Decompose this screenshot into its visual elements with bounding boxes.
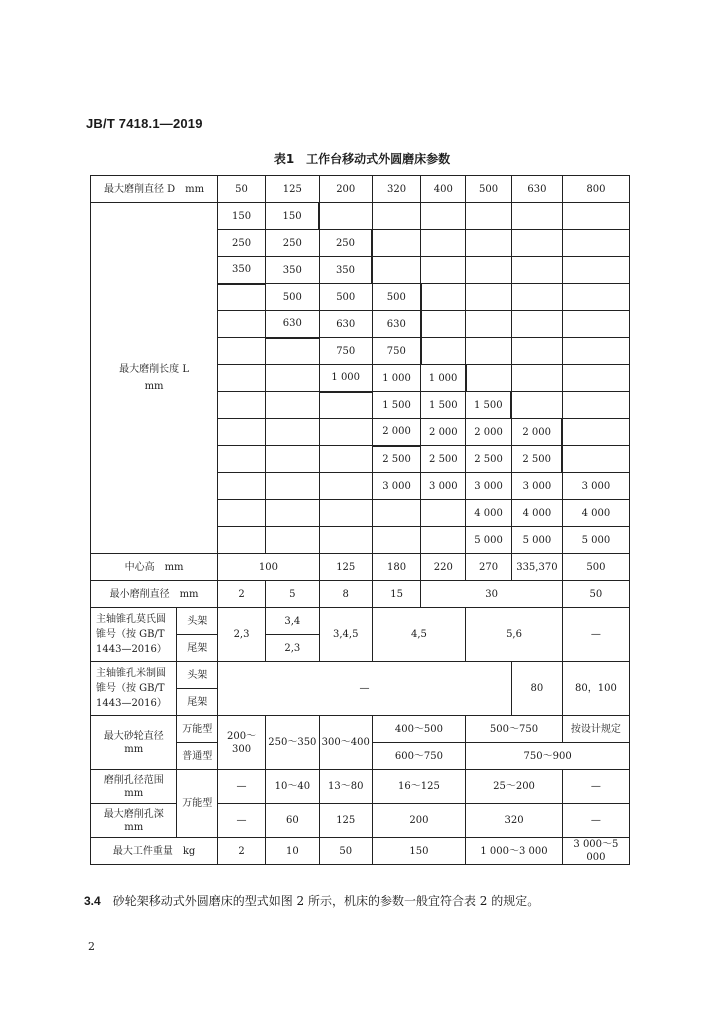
max-length-cell: 1 000 bbox=[319, 365, 372, 392]
max-length-cell bbox=[466, 311, 512, 338]
clause-number: 3.4 bbox=[84, 894, 101, 908]
wheel-cell: 250～350 bbox=[265, 716, 319, 770]
max-weight-cell: 3 000～5 000 bbox=[562, 838, 629, 865]
max-length-cell bbox=[562, 284, 629, 311]
max-weight-cell: 1 000～3 000 bbox=[466, 838, 563, 865]
center-height-row bbox=[91, 554, 630, 581]
morse-cell: 5,6 bbox=[466, 608, 563, 662]
max-length-cell bbox=[372, 257, 421, 284]
max-length-cell: 750 bbox=[372, 338, 421, 365]
max-length-cell: 630 bbox=[319, 311, 372, 338]
morse-label-line1: 主轴锥孔莫氏圆 bbox=[96, 614, 166, 625]
bore-depth-cell: 200 bbox=[372, 804, 466, 838]
diameter-cell: 50 bbox=[218, 176, 266, 203]
wheel-label-line1: 最大砂轮直径 bbox=[103, 730, 164, 742]
max-length-cell bbox=[319, 473, 372, 500]
max-length-cell bbox=[319, 419, 372, 446]
max-length-cell bbox=[319, 527, 372, 554]
head-stock-label: 头架 bbox=[177, 608, 218, 635]
max-length-cell bbox=[218, 338, 266, 365]
max-length-cell bbox=[511, 230, 562, 257]
max-length-label-line2: mm bbox=[144, 381, 164, 392]
bore-range-cell: 10～40 bbox=[265, 770, 319, 804]
max-length-cell bbox=[218, 311, 266, 338]
max-length-cell bbox=[421, 257, 466, 284]
max-diameter-label: 最大磨削直径 D mm bbox=[91, 176, 218, 203]
bore-range-row bbox=[91, 770, 630, 804]
tail-stock-label: 尾架 bbox=[177, 689, 218, 716]
metric-cell: 80，100 bbox=[562, 662, 629, 716]
bore-range-cell: — bbox=[562, 770, 629, 804]
center-height-cell: 100 bbox=[218, 554, 320, 581]
bore-range-label-line1: 磨削孔径范围 bbox=[103, 774, 164, 786]
max-length-cell bbox=[421, 500, 466, 527]
max-length-cell bbox=[466, 284, 512, 311]
max-length-cell bbox=[265, 527, 319, 554]
max-length-label-line1: 最大磨削长度 L bbox=[119, 364, 189, 375]
max-length-cell bbox=[218, 419, 266, 446]
max-length-row bbox=[91, 203, 630, 230]
min-diameter-label: 最小磨削直径 mm bbox=[91, 581, 218, 608]
max-length-cell: 3 000 bbox=[466, 473, 512, 500]
max-length-cell bbox=[218, 284, 266, 311]
min-diameter-cell: 50 bbox=[562, 581, 629, 608]
max-length-cell: 5 000 bbox=[562, 527, 629, 554]
morse-cell: 4,5 bbox=[372, 608, 466, 662]
center-height-cell: 500 bbox=[562, 554, 629, 581]
metric-head-row bbox=[91, 662, 630, 689]
bore-depth-label bbox=[91, 804, 177, 838]
max-length-cell bbox=[562, 365, 629, 392]
max-weight-label: 最大工件重量 kg bbox=[91, 838, 218, 865]
max-length-cell: 4 000 bbox=[562, 500, 629, 527]
bore-depth-label-line1: 最大磨削孔深 bbox=[103, 808, 164, 820]
plain-type-label: 普通型 bbox=[177, 743, 218, 770]
min-diameter-row bbox=[91, 581, 630, 608]
max-length-cell bbox=[265, 392, 319, 419]
max-length-cell bbox=[319, 500, 372, 527]
max-weight-cell: 10 bbox=[265, 838, 319, 865]
max-length-cell bbox=[421, 230, 466, 257]
morse-cell: 3,4,5 bbox=[319, 608, 372, 662]
max-length-cell bbox=[218, 365, 266, 392]
morse-head-row bbox=[91, 608, 630, 635]
bore-depth-cell: — bbox=[562, 804, 629, 838]
metric-taper-label bbox=[91, 662, 177, 716]
max-length-cell bbox=[265, 365, 319, 392]
max-length-cell bbox=[421, 311, 466, 338]
max-length-cell: 1 500 bbox=[372, 392, 421, 419]
head-stock-label: 头架 bbox=[177, 662, 218, 689]
wheel-universal-row bbox=[91, 716, 630, 743]
max-weight-row bbox=[91, 838, 630, 865]
bore-depth-cell: 125 bbox=[319, 804, 372, 838]
max-length-cell bbox=[562, 338, 629, 365]
max-length-cell: 4 000 bbox=[466, 500, 512, 527]
max-length-cell bbox=[562, 203, 629, 230]
wheel-cell: 300～400 bbox=[319, 716, 372, 770]
max-length-cell bbox=[511, 365, 562, 392]
min-diameter-cell: 2 bbox=[218, 581, 266, 608]
diameter-cell: 320 bbox=[372, 176, 421, 203]
wheel-cell: 750～900 bbox=[466, 743, 630, 770]
max-length-cell bbox=[265, 446, 319, 473]
center-height-cell: 125 bbox=[319, 554, 372, 581]
min-diameter-cell: 30 bbox=[421, 581, 562, 608]
universal-type-label: 万能型 bbox=[177, 770, 218, 838]
max-length-cell: 5 000 bbox=[466, 527, 512, 554]
morse-label-line2: 锥号（按 GB/T bbox=[96, 629, 165, 640]
wheel-cell: 500～750 bbox=[466, 716, 563, 743]
bore-depth-cell: — bbox=[218, 804, 266, 838]
max-length-cell bbox=[466, 203, 512, 230]
max-length-cell: 1 500 bbox=[421, 392, 466, 419]
max-length-cell bbox=[511, 284, 562, 311]
max-length-cell bbox=[562, 230, 629, 257]
wheel-diameter-label bbox=[91, 716, 177, 770]
max-length-cell: 250 bbox=[319, 230, 372, 257]
max-length-cell bbox=[372, 203, 421, 230]
diameter-cell: 200 bbox=[319, 176, 372, 203]
max-length-cell bbox=[511, 338, 562, 365]
min-diameter-cell: 15 bbox=[372, 581, 421, 608]
bore-range-cell: — bbox=[218, 770, 266, 804]
max-length-label bbox=[91, 203, 218, 554]
max-length-cell: 500 bbox=[265, 284, 319, 311]
max-weight-cell: 2 bbox=[218, 838, 266, 865]
bore-range-label bbox=[91, 770, 177, 804]
morse-label-line3: 1443—2016） bbox=[96, 644, 167, 655]
max-length-cell bbox=[319, 392, 372, 419]
tail-stock-label: 尾架 bbox=[177, 635, 218, 662]
max-length-cell bbox=[218, 392, 266, 419]
diameter-cell: 630 bbox=[511, 176, 562, 203]
metric-label-line2: 锥号（按 GB/T bbox=[96, 683, 165, 694]
max-diameter-row bbox=[91, 176, 630, 203]
max-length-cell: 2 000 bbox=[466, 419, 512, 446]
parameter-table bbox=[90, 175, 630, 865]
diameter-cell: 125 bbox=[265, 176, 319, 203]
max-length-cell: 1 000 bbox=[372, 365, 421, 392]
metric-cell: — bbox=[218, 662, 512, 716]
wheel-cell: 600～750 bbox=[372, 743, 466, 770]
center-height-cell: 180 bbox=[372, 554, 421, 581]
max-length-cell bbox=[218, 527, 266, 554]
max-length-cell: 3 000 bbox=[372, 473, 421, 500]
max-length-cell bbox=[372, 527, 421, 554]
max-length-cell bbox=[421, 338, 466, 365]
max-length-cell bbox=[319, 446, 372, 473]
max-length-cell bbox=[511, 392, 562, 419]
bore-range-cell: 16～125 bbox=[372, 770, 466, 804]
max-length-cell: 750 bbox=[319, 338, 372, 365]
max-length-cell bbox=[218, 500, 266, 527]
max-weight-cell: 50 bbox=[319, 838, 372, 865]
bore-depth-cell: 60 bbox=[265, 804, 319, 838]
max-length-cell: 2 000 bbox=[372, 419, 421, 446]
max-length-cell bbox=[218, 473, 266, 500]
morse-cell: 3,4 bbox=[265, 608, 319, 635]
max-length-cell: 250 bbox=[218, 230, 266, 257]
max-length-cell: 3 000 bbox=[421, 473, 466, 500]
max-length-cell bbox=[511, 203, 562, 230]
morse-cell: — bbox=[562, 608, 629, 662]
max-length-cell bbox=[466, 257, 512, 284]
table-caption: 表1 工作台移动式外圆磨床参数 bbox=[273, 152, 451, 166]
max-length-cell: 630 bbox=[372, 311, 421, 338]
bore-depth-cell: 320 bbox=[466, 804, 563, 838]
diameter-cell: 500 bbox=[466, 176, 512, 203]
center-height-cell: 270 bbox=[466, 554, 512, 581]
wheel-cell: 400～500 bbox=[372, 716, 466, 743]
max-length-cell: 500 bbox=[372, 284, 421, 311]
max-length-cell bbox=[372, 230, 421, 257]
max-length-cell: 5 000 bbox=[511, 527, 562, 554]
max-length-cell bbox=[562, 446, 629, 473]
max-length-cell: 500 bbox=[319, 284, 372, 311]
max-length-cell: 2 500 bbox=[466, 446, 512, 473]
bore-range-label-line2: mm bbox=[124, 787, 144, 799]
max-length-cell bbox=[265, 338, 319, 365]
morse-cell: 2,3 bbox=[265, 635, 319, 662]
max-length-cell bbox=[265, 500, 319, 527]
wheel-label-line2: mm bbox=[124, 743, 144, 755]
bore-range-cell: 13～80 bbox=[319, 770, 372, 804]
max-length-cell: 2 000 bbox=[511, 419, 562, 446]
max-length-cell: 2 000 bbox=[421, 419, 466, 446]
universal-type-label: 万能型 bbox=[177, 716, 218, 743]
metric-label-line3: 1443—2016） bbox=[96, 698, 167, 709]
max-length-cell bbox=[511, 311, 562, 338]
metric-label-line1: 主轴锥孔米制圆 bbox=[96, 668, 166, 679]
max-length-cell: 150 bbox=[218, 203, 266, 230]
max-length-cell bbox=[511, 257, 562, 284]
max-length-cell bbox=[265, 473, 319, 500]
max-length-cell: 350 bbox=[265, 257, 319, 284]
wheel-cell: 按设计规定 bbox=[562, 716, 629, 743]
center-height-cell: 220 bbox=[421, 554, 466, 581]
max-length-cell bbox=[562, 257, 629, 284]
max-length-cell: 2 500 bbox=[511, 446, 562, 473]
bore-depth-row bbox=[91, 804, 630, 838]
max-length-cell: 3 000 bbox=[562, 473, 629, 500]
max-length-cell bbox=[372, 500, 421, 527]
max-length-cell bbox=[562, 392, 629, 419]
clause-3-4 bbox=[84, 892, 539, 909]
max-length-cell bbox=[466, 365, 512, 392]
max-length-cell bbox=[319, 203, 372, 230]
max-length-cell: 350 bbox=[218, 257, 266, 284]
max-length-cell: 150 bbox=[265, 203, 319, 230]
max-length-cell bbox=[421, 527, 466, 554]
max-length-cell: 4 000 bbox=[511, 500, 562, 527]
max-length-cell bbox=[421, 284, 466, 311]
diameter-cell: 800 bbox=[562, 176, 629, 203]
diameter-cell: 400 bbox=[421, 176, 466, 203]
standard-number: JB/T 7418.1—2019 bbox=[86, 116, 203, 131]
min-diameter-cell: 5 bbox=[265, 581, 319, 608]
max-length-cell bbox=[466, 338, 512, 365]
max-length-cell: 3 000 bbox=[511, 473, 562, 500]
max-length-cell bbox=[265, 419, 319, 446]
max-length-cell: 1 500 bbox=[466, 392, 512, 419]
max-length-cell: 350 bbox=[319, 257, 372, 284]
morse-taper-label bbox=[91, 608, 177, 662]
center-height-cell: 335,370 bbox=[511, 554, 562, 581]
max-length-cell bbox=[421, 203, 466, 230]
wheel-cell: 200～300 bbox=[218, 716, 266, 770]
max-length-cell: 2 500 bbox=[372, 446, 421, 473]
center-height-label: 中心高 mm bbox=[91, 554, 218, 581]
bore-depth-label-line2: mm bbox=[124, 821, 144, 833]
metric-cell: 80 bbox=[511, 662, 562, 716]
max-length-cell bbox=[562, 311, 629, 338]
max-length-cell bbox=[218, 446, 266, 473]
max-length-cell: 2 500 bbox=[421, 446, 466, 473]
max-length-cell: 1 000 bbox=[421, 365, 466, 392]
max-length-cell: 630 bbox=[265, 311, 319, 338]
morse-cell: 2,3 bbox=[218, 608, 266, 662]
max-weight-cell: 150 bbox=[372, 838, 466, 865]
bore-range-cell: 25～200 bbox=[466, 770, 563, 804]
max-length-cell: 250 bbox=[265, 230, 319, 257]
clause-text: 砂轮架移动式外圆磨床的型式如图 2 所示，机床的参数一般宜符合表 2 的规定。 bbox=[112, 894, 540, 908]
max-length-cell bbox=[562, 419, 629, 446]
page-number: 2 bbox=[88, 940, 95, 953]
min-diameter-cell: 8 bbox=[319, 581, 372, 608]
max-length-cell bbox=[466, 230, 512, 257]
